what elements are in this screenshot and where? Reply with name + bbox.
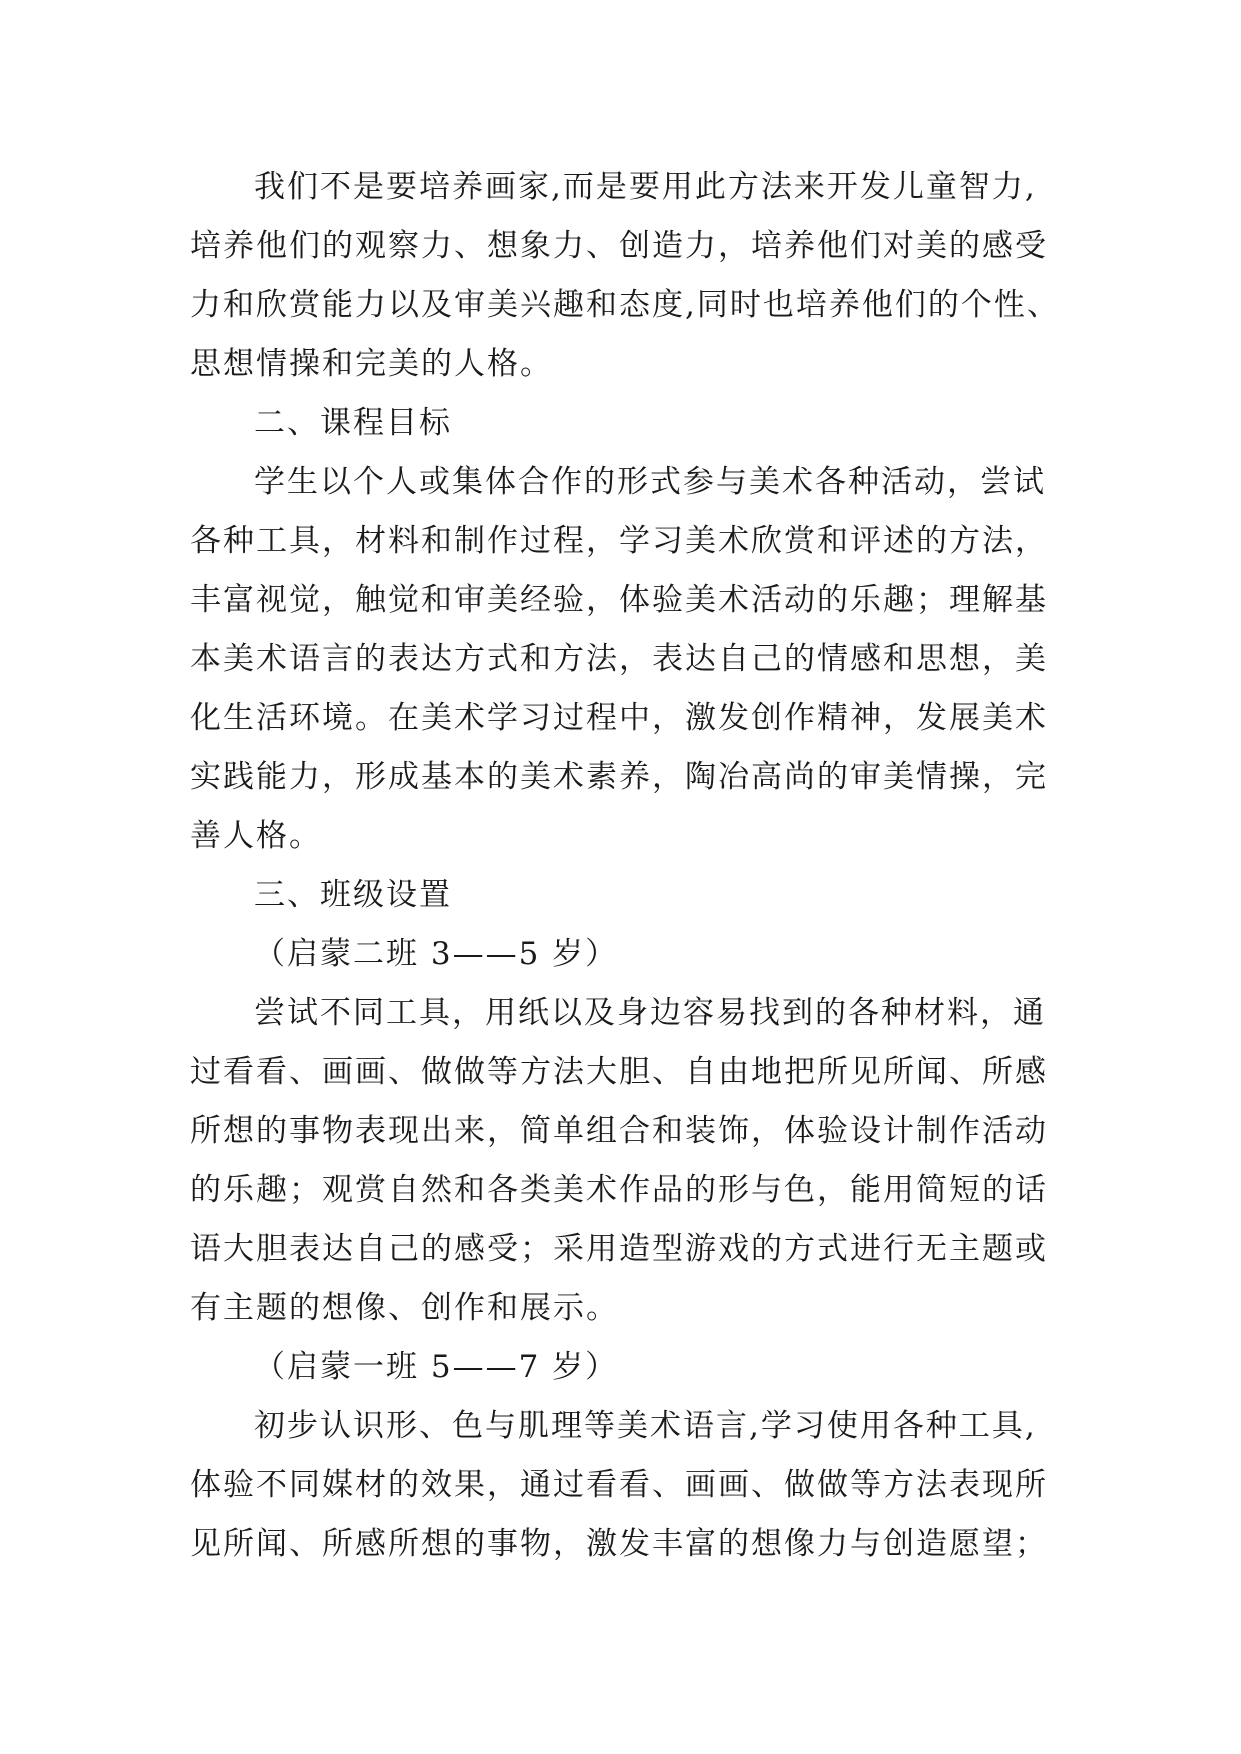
paragraph-line: 实践能力，形成基本的美术素养，陶冶高尚的审美情操，完 <box>190 759 1048 795</box>
section-heading: 二、课程目标 <box>254 405 452 441</box>
paragraph-line: 语大胆表达自己的感受；采用造型游戏的方式进行无主题或 <box>190 1231 1048 1267</box>
paragraph-line: 学生以个人或集体合作的形式参与美术各种活动，尝试 <box>254 464 1046 500</box>
paragraph-line: 尝试不同工具，用纸以及身边容易找到的各种材料，通 <box>254 995 1046 1031</box>
paragraph-line: 见所闻、所感所想的事物，激发丰富的想像力与创造愿望； <box>190 1526 1048 1562</box>
paragraph-line: 所想的事物表现出来，简单组合和装饰，体验设计制作活动 <box>190 1113 1048 1149</box>
paragraph-line: 我们不是要培养画家,而是要用此方法来开发儿童智力, <box>254 169 1037 205</box>
paragraph-line: 培养他们的观察力、想象力、创造力，培养他们对美的感受 <box>190 228 1048 264</box>
paragraph-line: 本美术语言的表达方式和方法，表达自己的情感和思想，美 <box>190 641 1048 677</box>
section-heading: 三、班级设置 <box>254 877 452 913</box>
paragraph-line: 的乐趣；观赏自然和各类美术作品的形与色，能用简短的话 <box>190 1172 1048 1208</box>
paragraph-line: 化生活环境。在美术学习过程中，激发创作精神，发展美术 <box>190 700 1048 736</box>
paragraph-line: 初步认识形、色与肌理等美术语言,学习使用各种工具, <box>254 1408 1037 1444</box>
paragraph-line: 各种工具，材料和制作过程，学习美术欣赏和评述的方法， <box>190 523 1048 559</box>
paragraph-line: 过看看、画画、做做等方法大胆、自由地把所见所闻、所感 <box>190 1054 1048 1090</box>
paragraph-line: 善人格。 <box>190 818 322 854</box>
class-subheading: （启蒙一班 5——7 岁） <box>254 1349 619 1385</box>
paragraph-line: 丰富视觉，触觉和审美经验，体验美术活动的乐趣；理解基 <box>190 582 1048 618</box>
class-subheading: （启蒙二班 3——5 岁） <box>254 936 619 972</box>
paragraph-line: 体验不同媒材的效果，通过看看、画画、做做等方法表现所 <box>190 1467 1048 1503</box>
document-body <box>190 158 1090 1574</box>
paragraph-line: 力和欣赏能力以及审美兴趣和态度,同时也培养他们的个性、 <box>190 287 1060 323</box>
paragraph-line: 思想情操和完美的人格。 <box>190 346 553 382</box>
paragraph-line: 有主题的想像、创作和展示。 <box>190 1290 619 1326</box>
